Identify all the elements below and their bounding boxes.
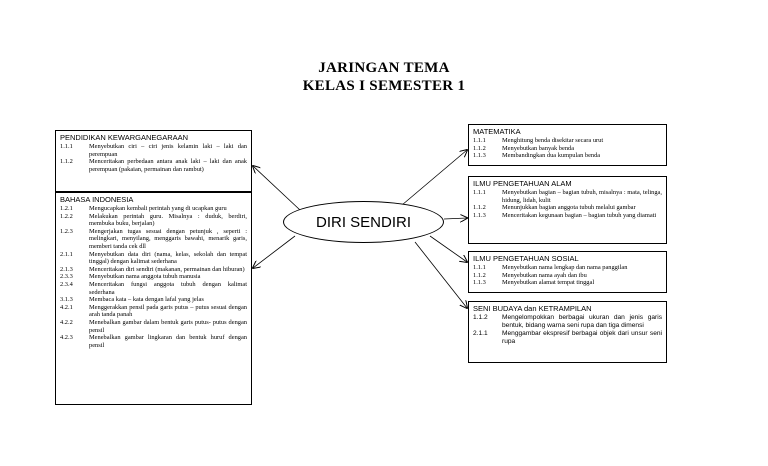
item-text: Menceritakan kegunaan bagian – bagian tubuh yang diamati	[502, 211, 657, 219]
item-text: Menghitung benda disekitar secara urut	[502, 137, 604, 144]
item-number: 4.2.3	[60, 334, 73, 342]
box-matematika	[468, 124, 667, 166]
item-text: Mengerjakan tugas sesuai dengan petunjuk , seperti : melingkari, menyilang, menggaris bawahi, menarik garis, memberi tanda cek dll	[89, 227, 247, 250]
item-text: Menyebutkan ciri – ciri jenis kelamin laki – laki dan perempuan	[89, 143, 247, 158]
item-text: Menyebutkan data diri (nama, kelas, sekolah dan tempat tinggal) dengan kalimat sederhana	[89, 250, 247, 266]
item-number: 1.1.1	[473, 137, 486, 144]
item-number: 1.1.3	[473, 211, 486, 219]
box-pendidikan-kewarganegaraan	[55, 130, 252, 192]
box-title-sbk: SENI BUDAYA dan KETRAMPILAN	[473, 304, 592, 313]
item-text: Mengucapkan kembali perintah yang di ucapkan guru	[89, 205, 227, 212]
item-number: 1.1.2	[473, 204, 486, 212]
item-text: Menyebutkan banyak benda	[502, 144, 575, 152]
arrow-to-ipa	[444, 218, 467, 219]
item-number: 2.1.3	[60, 265, 73, 273]
item-number: 1.1.1	[60, 143, 73, 150]
item-number: 2.1.1	[473, 330, 488, 337]
arrow-to-matematika	[402, 150, 467, 205]
item-text: Membaca kata – kata dengan lafal yang jelas	[89, 296, 204, 304]
box-bahasa-indonesia	[55, 192, 252, 405]
central-theme-label: DIRI SENDIRI	[315, 213, 411, 231]
item-number: 2.3.4	[60, 280, 73, 288]
arrow-to-bahasa-indonesia	[253, 236, 295, 268]
box-ilmu-pengetahuan-sosial	[468, 251, 667, 293]
item-text: Menyebutkan bagian – bagian tubuh, misalnya : mata, telinga, hidung, lidah, kulit	[502, 189, 662, 204]
item-number: 2.1.1	[60, 250, 73, 258]
item-number: 1.1.1	[473, 264, 486, 271]
item-number: 4.2.1	[60, 303, 73, 311]
item-text: Menceritakan diri sendiri (makanan, permainan dan hiburan)	[89, 265, 245, 273]
item-number: 4.2.2	[60, 318, 73, 326]
arrow-to-sbk	[415, 242, 467, 308]
arrow-to-ips	[430, 236, 467, 262]
item-number: 1.2.2	[60, 212, 73, 220]
diagram-title-line-2: KELAS I SEMESTER 1	[302, 78, 466, 94]
item-text: Menebalkan gambar lingkaran dan bentuk huruf dengan pensil	[89, 334, 247, 349]
item-text: Menunjukkan bagian anggota tubuh melalui gambar	[502, 204, 636, 212]
box-title-bahasa-indonesia: BAHASA INDONESIA	[60, 195, 134, 204]
diagram-title-line-1: JARINGAN TEMA	[318, 60, 450, 76]
item-text: Menyebutkan nama lengkap dan nama panggilan	[502, 264, 628, 271]
item-text: Menggerakkan pensil pada garis putus – putus sesuai dengan arah tanda panah	[89, 303, 247, 319]
item-text: Menceritakan perbedaan antara anak laki – laki dan anak perempuan (pakaian, permainan dan rambut)	[89, 158, 247, 173]
item-text: Menyebutkan nama ayah dan ibu	[502, 271, 587, 279]
item-text: Melakukan perintah guru. Misalnya : duduk, berdiri, membuka buku, berjalan)	[89, 212, 247, 228]
item-number: 1.1.2	[473, 314, 488, 321]
item-number: 2.3.3	[60, 273, 73, 281]
arrow-to-pkn	[253, 166, 300, 210]
item-text: Membandingkan dua kumpulan benda	[502, 152, 601, 160]
item-number: 3.1.3	[60, 296, 73, 304]
item-text: Menyebutkan nama anggota tubuh manusia	[89, 273, 201, 281]
item-text: Menyebutkan alamat tempat tinggal	[502, 279, 595, 287]
item-number: 1.1.3	[473, 279, 486, 287]
box-seni-budaya-dan-ketrampilan	[468, 301, 667, 363]
item-number: 1.1.2	[60, 158, 73, 166]
item-text: Menebalkan gambar dalam bentuk garis putus- putus dengan pensil	[89, 318, 247, 334]
item-text: Mengelompokkan berbagai ukuran dan jenis garis bentuk, bidang warna seni rupa dan tiga dimensi	[502, 314, 662, 329]
central-theme-ellipse	[283, 201, 444, 243]
box-title-pkn: PENDIDIKAN KEWARGANEGARAAN	[60, 133, 189, 142]
item-number: 1.1.3	[473, 152, 486, 160]
item-number: 1.2.1	[60, 205, 73, 212]
item-number: 1.1.1	[473, 189, 486, 196]
box-title-ipa: ILMU PENGETAHUAN ALAM	[473, 179, 572, 188]
item-text: Menceritakan fungsi anggota tubuh dengan kalimat sederhana	[89, 280, 247, 296]
box-title-ips: ILMU PENGETAHUAN SOSIAL	[473, 254, 579, 263]
item-number: 1.1.2	[473, 144, 486, 152]
item-number: 1.1.2	[473, 271, 486, 279]
box-ilmu-pengetahuan-alam	[468, 176, 667, 244]
box-title-matematika: MATEMATIKA	[473, 127, 521, 136]
item-text: Menggambar ekspresif berbagai objek dari unsur seni rupa	[502, 330, 662, 345]
item-number: 1.2.3	[60, 227, 73, 235]
